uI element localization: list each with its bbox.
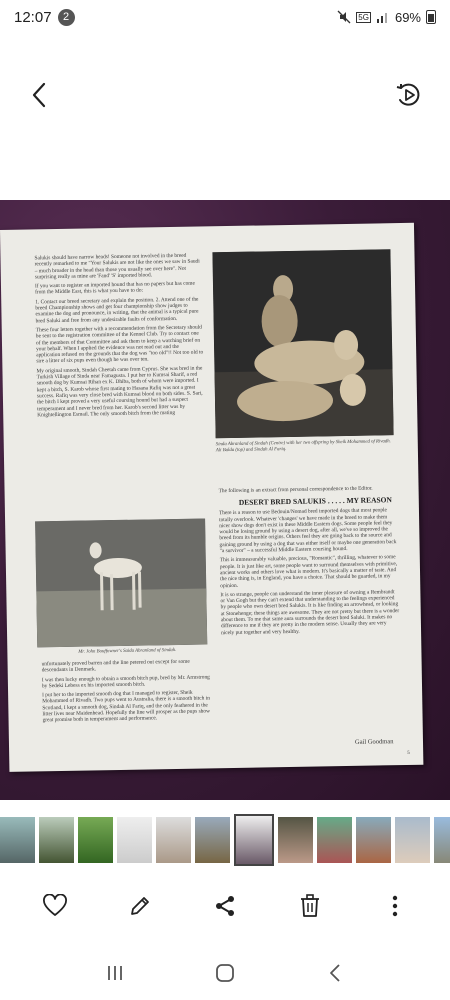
- heart-icon: [42, 894, 68, 918]
- left-paragraph: These four letters together with a recommendation from the Secretary should be sent to the registration committee of the Kennel Club. Try to contact one of the members of that Committee and ask them to keep a watching brief on your behalf. When I applied the evidence was not read out and the application refused on the grounds that the dog was "too old"!! Not too old to sire a litter of six pups even though he was over ten.: [35, 324, 204, 365]
- pencil-icon: [128, 894, 152, 918]
- photo-standing-saluki: [35, 518, 207, 647]
- left-paragraph: I was then lucky enough to obtain a smooth bitch pup, bred by Mr. Armstrong by Sedeki Lebess ex his imported smooth bitch.: [41, 674, 210, 690]
- thumbnail-selected[interactable]: [234, 814, 274, 866]
- home-button[interactable]: [210, 958, 240, 988]
- edit-button[interactable]: [125, 891, 155, 921]
- left-paragraph: My original smooth, Sindah Cheetah came from Cyprus. She was bred in the Turkish Village of Sinda near Famagusta. I put her to Kumsai Sharif, a red smooth dog by Kumsai Rihan ex K. Dhiba, both of whom were imported. I kept a bitch, S. Karob whose first mating to Hasana Rafiq was not a great success. Rafiq was very close bred with Kumsai blood on both sides. S. Sari, the bitch I kept proved a very useful coursing hound but had a suspect temperament and I never bred from her. Karob's second litter was by Knightellington Esmail. The only smooth bitch from the mating: [36, 365, 203, 419]
- signal-icon: [376, 11, 390, 23]
- battery-icon: [426, 10, 436, 24]
- more-options-button[interactable]: [380, 891, 410, 921]
- chevron-left-icon: [24, 78, 58, 112]
- remaster-button[interactable]: [392, 78, 426, 112]
- left-paragraph: 1. Contact our breed secretary and explain the position. 2. Attend one of the breed Championship shows and get four championship show judges to examine the dog and pronounce, in writing, that the animal is a typical pure bred Saluki and free from any undesirable faults of conformation.: [35, 296, 199, 325]
- left-paragraph: If you want to register an imported hound that has no papers but has come from the Middle East, this is what you have to do:: [34, 280, 195, 296]
- caption-mid: Mr. John Bouffowner's Saida Abranland of Sindah.: [78, 647, 177, 655]
- recents-button[interactable]: [100, 958, 130, 988]
- thumbnail-strip: [0, 814, 450, 866]
- magazine-page: [0, 223, 423, 772]
- page-number: 5: [407, 750, 410, 756]
- intro-text: The following is an extract from personal correspondence to the Editor.: [218, 485, 373, 495]
- right-paragraph: It is so strange, people can understand the inner pleasure of owning a Rembrandt or Van Gogh but they can't extend that understanding to the feelings experienced by people who own desert bred Salukis. It is like finding an arrowhead, or looking at Stonehenge; these things are awesome. They are not pretty but there is a wonder about them. To me that same aura surrounds the desert bred Saluki. It makes no difference to me if they are pretty in the modern sense. Usually they are very nicely put together and very healthy.: [220, 589, 400, 636]
- salukis-photo-image: [212, 249, 393, 438]
- standing-saluki-image: [35, 518, 207, 647]
- right-paragraph: There is a reason to use Bedouin/Nomad bred imported dogs that most people totally overlook. Whatever 'changes' we have made in the breed to make them nicer show dogs don't exist in these Middle Eastern dogs. Some people feel they would be losing ground by using a desert dog, after all, we've so improved the breed from its humble origins. Others feel they are going back to the source and gaining ground by using a dog that was either itself or maybe one generation back "a survivor" – a successful Middle Eastern coursing hound.: [218, 507, 397, 555]
- share-icon: [213, 894, 237, 918]
- photo-three-salukis: [212, 249, 393, 438]
- left-paragraph: Salukis should have narrow heads! Someone not involved in the breed recently remarked to me "Your Salukis are not like the ones we saw in Saudi – much broader in the head than those you usually see over here". Not surprising really as mine are 'Fand' 'S' imported blood.: [34, 252, 200, 281]
- back-button[interactable]: [24, 78, 58, 112]
- thumbnail[interactable]: [395, 817, 430, 863]
- status-icons: [337, 10, 436, 25]
- thumbnail[interactable]: [0, 817, 35, 863]
- caption-top: Sinda Abranland of Sindah (Centre) with her two offspring by Sheik Mohammed of Rivadh. Ali Balda (top) and Sindah Al Fariq.: [215, 439, 391, 453]
- thumbnail[interactable]: [39, 817, 74, 863]
- thumbnail[interactable]: [317, 817, 352, 863]
- thumbnail[interactable]: [278, 817, 313, 863]
- mute-icon: [337, 10, 351, 24]
- remaster-icon: [392, 78, 426, 112]
- thumbnail[interactable]: [434, 817, 450, 863]
- left-paragraph: I put her to the imported smooth dog that I managed to register, Sheik Mohammed of Rivadh. Two pups went to Australia, there is a smooth bitch in Scotland, I kept a smooth dog, Sindah Al Fariq, and the only feathered in the litter lives near Maidenhead. Hopefully the line will prosper as the pups show great promise both in temperament and performance.: [42, 689, 211, 724]
- notification-badge: 2: [58, 9, 75, 26]
- favorite-button[interactable]: [40, 891, 70, 921]
- thumbnail[interactable]: [117, 817, 152, 863]
- photo-view[interactable]: [0, 200, 450, 800]
- action-bar: [0, 888, 450, 924]
- left-column-lower: [42, 658, 211, 727]
- status-bar: [0, 0, 450, 34]
- recents-icon: [105, 964, 125, 982]
- viewer-top-bar: [0, 60, 450, 130]
- network-type: 5G: [358, 12, 369, 22]
- left-paragraph: unfortunately proved barren and the line petered out except for some descendants in Denmark.: [41, 658, 190, 674]
- nav-back-icon: [327, 963, 343, 983]
- right-paragraph: This is immeasurably valuable, precious, "Romantic", thrilling, whatever to some people. It is just like art, some people want to surround themselves with primitive, ancient works and others love what is modern. It's basically a matter of taste. And the nice thing is, in England, you have a choice. That should be guarded, in my opinion.: [219, 554, 398, 589]
- system-nav-bar: [0, 950, 450, 996]
- share-button[interactable]: [210, 891, 240, 921]
- thumbnail[interactable]: [356, 817, 391, 863]
- thumbnail[interactable]: [195, 817, 230, 863]
- nav-back-button[interactable]: [320, 958, 350, 988]
- status-time: 12:07: [14, 8, 52, 26]
- article-headline: DESERT BRED SALUKIS . . . . . MY REASON: [238, 495, 392, 508]
- home-icon: [215, 963, 235, 983]
- left-column: [34, 252, 205, 421]
- battery-percent: 69%: [394, 9, 421, 25]
- thumbnail[interactable]: [78, 817, 113, 863]
- thumbnail[interactable]: [156, 817, 191, 863]
- delete-button[interactable]: [295, 891, 325, 921]
- author-signature: Gail Goodman: [354, 738, 394, 746]
- trash-icon: [298, 893, 322, 919]
- right-column: [219, 485, 402, 639]
- more-vertical-icon: [391, 894, 399, 918]
